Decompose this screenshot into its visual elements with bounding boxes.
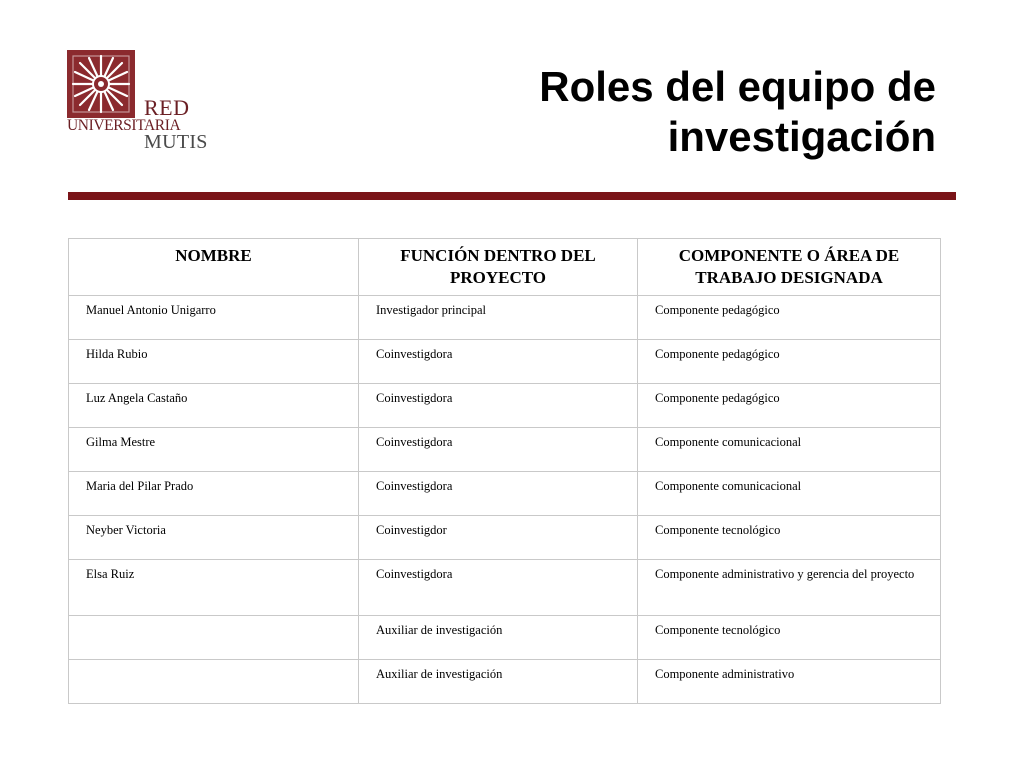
sunburst-emblem-icon	[67, 50, 135, 118]
cell-nombre: Manuel Antonio Unigarro	[69, 296, 359, 340]
title-divider	[68, 192, 956, 200]
cell-componente: Componente tecnológico	[638, 616, 941, 660]
cell-componente: Componente pedagógico	[638, 340, 941, 384]
cell-nombre: Neyber Victoria	[69, 516, 359, 560]
header-componente: COMPONENTE O ÁREA DE TRABAJO DESIGNADA	[638, 239, 941, 296]
table-header-row	[69, 239, 941, 296]
cell-componente: Componente administrativo	[638, 660, 941, 704]
header-funcion: FUNCIÓN DENTRO DEL PROYECTO	[359, 239, 638, 296]
cell-componente: Componente pedagógico	[638, 296, 941, 340]
cell-nombre: Gilma Mestre	[69, 428, 359, 472]
table-row	[69, 296, 941, 340]
logo-text-red: RED	[144, 95, 190, 120]
cell-nombre: Luz Angela Castaño	[69, 384, 359, 428]
team-roles-table	[68, 238, 941, 704]
cell-funcion: Coinvestigdor	[359, 516, 638, 560]
slide-title: Roles del equipo de investigación	[539, 63, 936, 160]
table-row	[69, 660, 941, 704]
cell-funcion: Auxiliar de investigación	[359, 660, 638, 704]
table-row	[69, 340, 941, 384]
cell-funcion: Coinvestigdora	[359, 560, 638, 616]
cell-funcion: Coinvestigdora	[359, 384, 638, 428]
header-nombre: NOMBRE	[69, 239, 359, 296]
team-roles-table-container	[68, 238, 940, 704]
cell-nombre: Elsa Ruiz	[69, 560, 359, 616]
table-row	[69, 616, 941, 660]
table-row	[69, 384, 941, 428]
cell-funcion: Auxiliar de investigación	[359, 616, 638, 660]
table-row	[69, 428, 941, 472]
table-row	[69, 516, 941, 560]
cell-componente: Componente comunicacional	[638, 428, 941, 472]
cell-nombre: Maria del Pilar Prado	[69, 472, 359, 516]
cell-nombre: Hilda Rubio	[69, 340, 359, 384]
cell-componente: Componente pedagógico	[638, 384, 941, 428]
logo-text-mutis: MUTIS	[144, 131, 208, 153]
cell-funcion: Investigador principal	[359, 296, 638, 340]
table-row	[69, 560, 941, 616]
cell-nombre	[69, 616, 359, 660]
cell-componente: Componente administrativo y gerencia del proyecto	[638, 560, 941, 616]
cell-funcion: Coinvestigdora	[359, 472, 638, 516]
cell-componente: Componente comunicacional	[638, 472, 941, 516]
table-row	[69, 472, 941, 516]
cell-funcion: Coinvestigdora	[359, 340, 638, 384]
cell-nombre	[69, 660, 359, 704]
cell-componente: Componente tecnológico	[638, 516, 941, 560]
red-universitaria-mutis-logo	[67, 50, 208, 153]
cell-funcion: Coinvestigdora	[359, 428, 638, 472]
logo-text-universitaria: UNIVERSITARIA	[67, 117, 181, 134]
